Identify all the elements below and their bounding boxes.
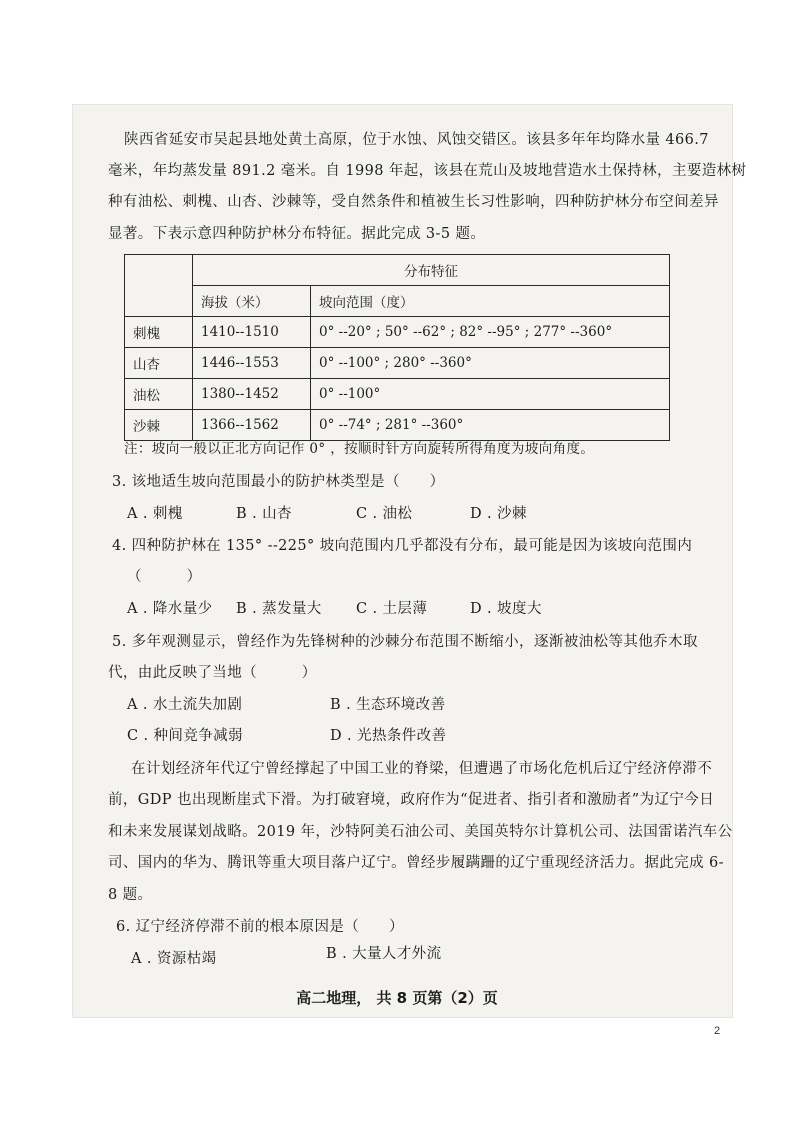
table-cell-species: 刺槐 bbox=[125, 317, 193, 348]
q5-stem-line-2: 代，由此反映了当地（ ） bbox=[108, 665, 317, 681]
table-cell-species: 油松 bbox=[125, 379, 193, 410]
q5-stem-line-1: 5. 多年观测显示，曾经作为先锋树种的沙棘分布范围不断缩小，逐渐被油松等其他乔木取 bbox=[112, 634, 698, 650]
table-cell-slope: 0° --100° bbox=[311, 379, 670, 410]
table-group-header: 分布特征 bbox=[193, 255, 670, 286]
table-col-slope: 坡向范围（度） bbox=[311, 286, 670, 317]
intro2-line-2: 前，GDP 也出现断崖式下滑。为打破窘境，政府作为“促进者、指引者和激励者”为辽宁今日 bbox=[108, 792, 715, 808]
intro1-line-3: 种有油松、刺槐、山杏、沙棘等，受自然条件和植被生长习性影响，四种防护林分布空间差异 bbox=[108, 194, 719, 210]
page-footer: 高二地理， 共 8 页第（2）页 bbox=[296, 989, 498, 1007]
table-row bbox=[125, 348, 670, 379]
table-cell-species: 山杏 bbox=[125, 348, 193, 379]
table-cell-slope: 0° --20° ; 50° --62° ; 82° --95° ; 277° --360° bbox=[311, 317, 670, 348]
intro1-line-4: 显著。下表示意四种防护林分布特征。据此完成 3-5 题。 bbox=[108, 226, 486, 242]
q5-option-b: B . 生态环境改善 bbox=[330, 697, 446, 713]
table-cell-altitude: 1410--1510 bbox=[193, 317, 311, 348]
q6-option-b: B . 大量人才外流 bbox=[326, 946, 442, 962]
table-note: 注：坡向一般以正北方向记作 0° ，按顺时针方向旋转所得角度为坡向角度。 bbox=[124, 441, 595, 457]
q3-stem: 3. 该地适生坡向范围最小的防护林类型是（ ） bbox=[112, 474, 445, 490]
table-col-altitude: 海拔（米） bbox=[193, 286, 311, 317]
q3-option-d: D . 沙棘 bbox=[470, 506, 527, 522]
table-cell-altitude: 1366--1562 bbox=[193, 410, 311, 441]
intro1-line-1: 陕西省延安市吴起县地处黄土高原，位于水蚀、风蚀交错区。该县多年年均降水量 466.7 bbox=[124, 132, 709, 148]
table-cell-altitude: 1380--1452 bbox=[193, 379, 311, 410]
q3-option-c: C . 油松 bbox=[356, 506, 413, 522]
q4-option-c: C . 土层薄 bbox=[356, 601, 428, 617]
table-row bbox=[125, 317, 670, 348]
intro2-line-3: 和未来发展谋划战略。2019 年，沙特阿美石油公司、美国英特尔计算机公司、法国雷诺汽车公 bbox=[108, 824, 733, 840]
q5-option-c: C . 种间竞争减弱 bbox=[127, 728, 243, 744]
table-cell-slope: 0° --74° ; 281° --360° bbox=[311, 410, 670, 441]
table-header-row bbox=[125, 255, 670, 286]
q5-option-d: D . 光热条件改善 bbox=[330, 728, 447, 744]
table-row bbox=[125, 379, 670, 410]
q4-option-d: D . 坡度大 bbox=[470, 601, 542, 617]
table-cell-slope: 0° --100° ; 280° --360° bbox=[311, 348, 670, 379]
q4-stem: 4. 四种防护林在 135° --225° 坡向范围内几乎都没有分布，最可能是因为该坡向范围内 bbox=[112, 538, 693, 554]
q3-option-b: B . 山杏 bbox=[236, 506, 292, 522]
q4-blank: （ ） bbox=[127, 569, 202, 585]
table-row bbox=[125, 410, 670, 441]
intro1-line-2: 毫米，年均蒸发量 891.2 毫米。自 1998 年起，该县在荒山及坡地营造水土保持林，主要造林树 bbox=[108, 163, 747, 179]
q6-stem: 6. 辽宁经济停滞不前的根本原因是（ ） bbox=[116, 919, 404, 935]
table-cell-altitude: 1446--1553 bbox=[193, 348, 311, 379]
intro2-line-4: 司、国内的华为、腾讯等重大项目落户辽宁。曾经步履蹒跚的辽宁重现经济活力。据此完成 6- bbox=[108, 855, 724, 871]
page-number: 2 bbox=[714, 1025, 721, 1037]
distribution-table bbox=[124, 254, 670, 441]
table-corner-cell bbox=[125, 255, 193, 317]
q3-option-a: A . 刺槐 bbox=[127, 506, 183, 522]
q5-option-a: A . 水土流失加剧 bbox=[127, 697, 243, 713]
q6-option-a: A . 资源枯竭 bbox=[131, 951, 217, 967]
intro2-line-1: 在计划经济年代辽宁曾经撑起了中国工业的脊梁，但遭遇了市场化危机后辽宁经济停滞不 bbox=[131, 761, 713, 777]
intro2-line-5: 8 题。 bbox=[108, 887, 153, 903]
table-subheader-row bbox=[125, 286, 670, 317]
q4-option-a: A . 降水量少 bbox=[127, 601, 213, 617]
table-cell-species: 沙棘 bbox=[125, 410, 193, 441]
q4-option-b: B . 蒸发量大 bbox=[236, 601, 322, 617]
